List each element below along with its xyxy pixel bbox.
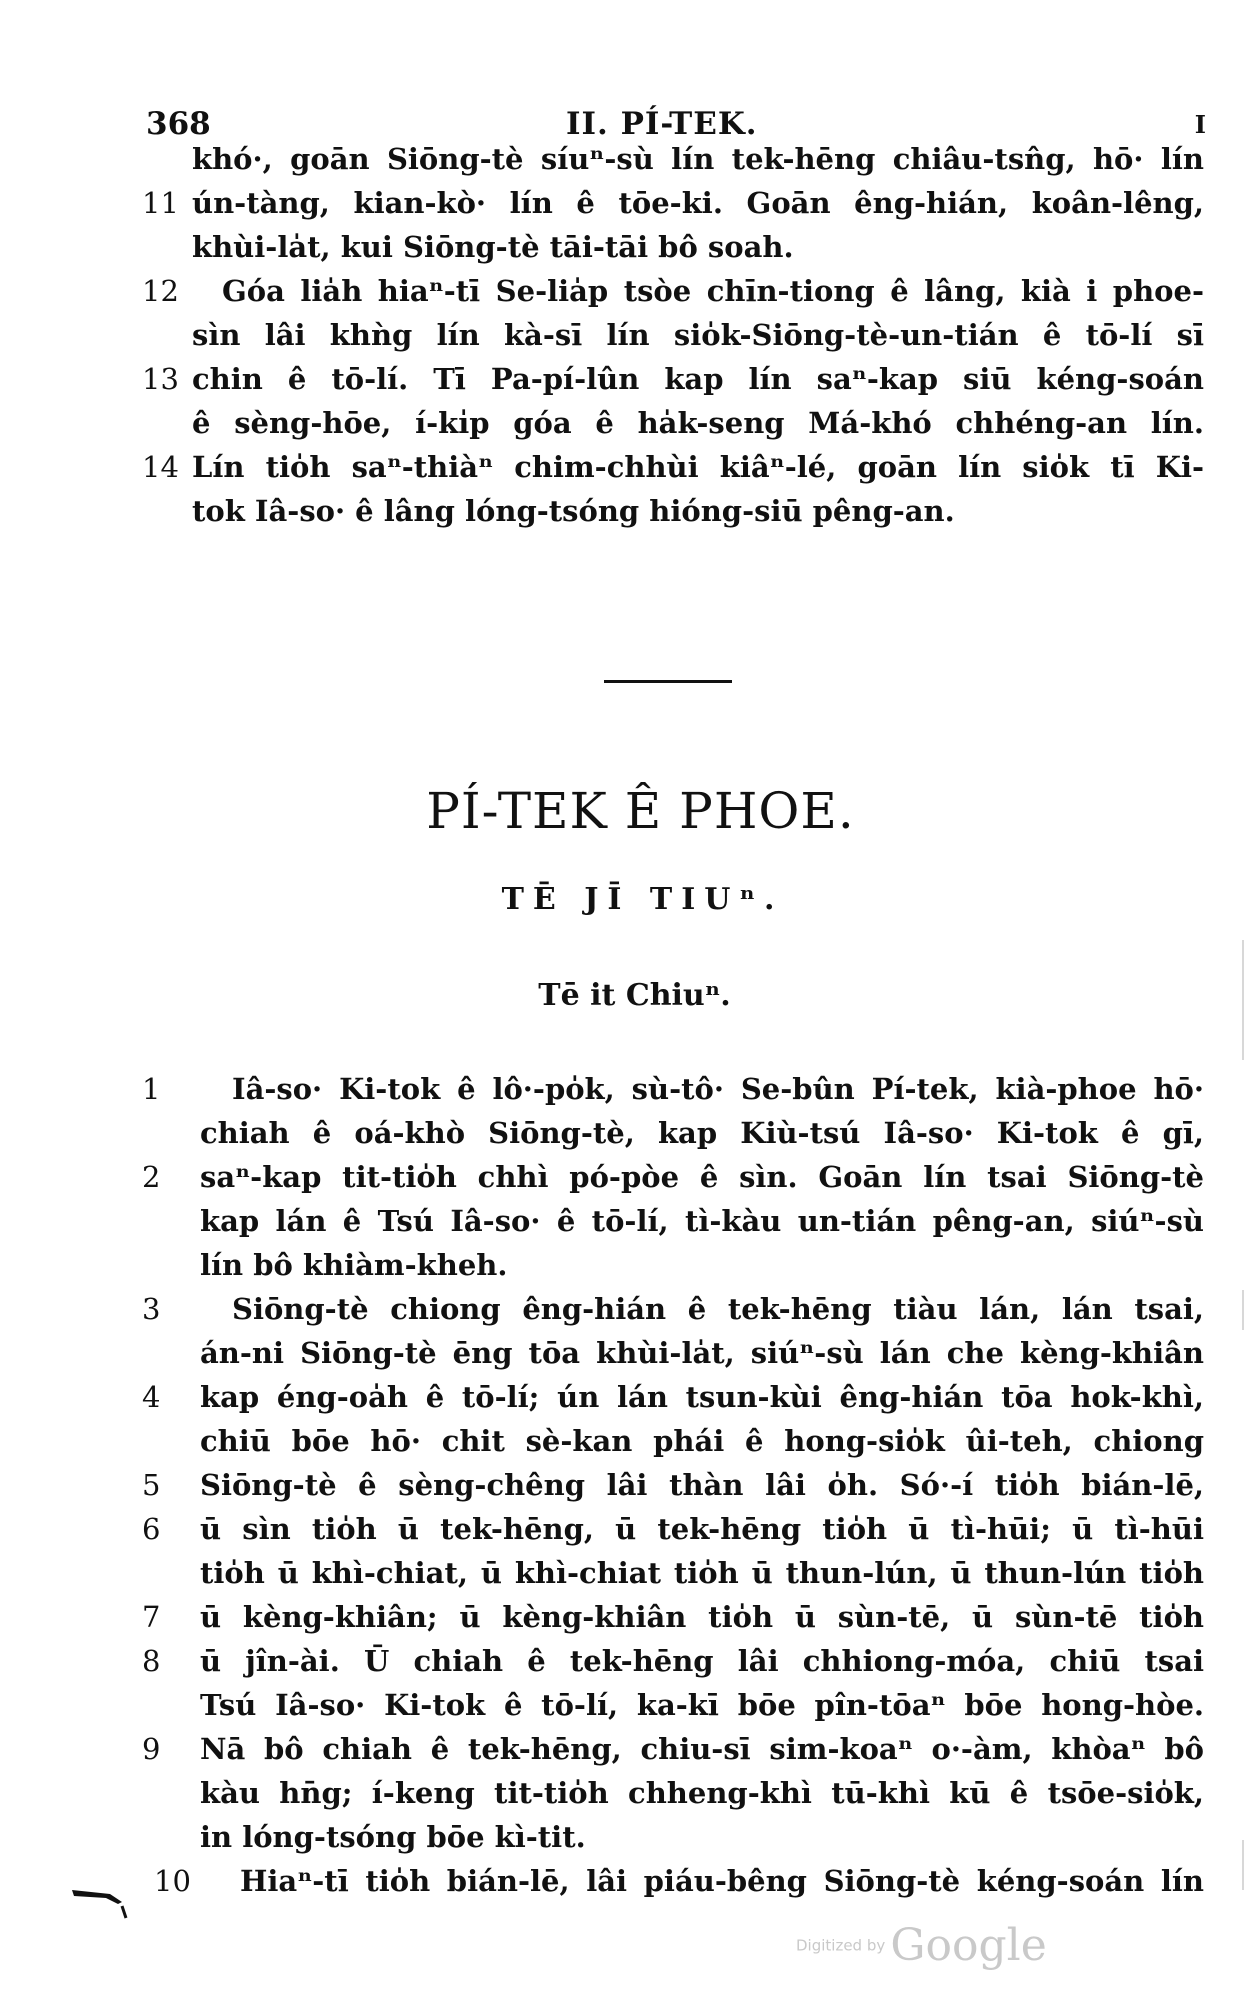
scan-artifact-mark [70,1884,136,1924]
text-line [0,268,1249,314]
line-text: tio̍h ū khì-chiat, ū khì-chiat tio̍h ū thun-lún, ū thun-lún tio̍h [200,1556,1204,1590]
text-line [0,356,1249,402]
verse-number: 2 [142,1160,161,1194]
line-text: kap lán ê Tsú Iâ-so· ê tō-lí, tì-kàu un-tián pêng-an, siúⁿ-sù [200,1204,1204,1238]
running-title: II. PÍ-TEK. [566,106,758,142]
line-text: chiah ê oá-khò Siōng-tè, kap Kiù-tsú Iâ-so· Ki-tok ê gī, [200,1116,1204,1150]
text-line [0,1506,1249,1552]
google-logo: Google [890,1920,1047,1971]
text-line [0,444,1249,490]
section-divider [604,680,732,683]
line-text: kap éng-oa̍h ê tō-lí; ún lán tsun-kùi êng-hián tōa hok-khì, [200,1380,1204,1414]
line-text: tok Iâ-so· ê lâng lóng-tsóng hióng-siū pêng-an. [192,494,955,528]
line-text: khó·, goān Siōng-tè síuⁿ-sù lín tek-hēng chiâu-tsn̂g, hō· lín [192,142,1204,176]
verse-number: 6 [142,1512,161,1546]
page-edge-shadow [1242,940,1244,1060]
line-text: saⁿ-kap tit-tio̍h chhì pó-pòe ê sìn. Goān lín tsai Siōng-tè [200,1160,1204,1194]
verse-number: 9 [142,1732,161,1766]
line-text: chiū bōe hō· chit sè-kan phái ê hong-sio̍k ûi-teh, chiong [200,1424,1204,1458]
text-line [0,1374,1249,1420]
section-heading: Tē it Chiuⁿ. [538,978,731,1013]
text-line [0,400,1249,446]
verse-number: 4 [142,1380,161,1414]
text-line [0,1770,1249,1816]
text-line [0,1550,1249,1596]
page-edge-shadow [1242,1840,1244,1890]
text-line [0,312,1249,358]
line-text: Hiaⁿ-tī tio̍h bián-lē, lâi piáu-bêng Siōng-tè kéng-soán lín [240,1864,1204,1898]
line-text: in lóng-tsóng bōe kì-tit. [200,1820,586,1854]
text-line [0,1462,1249,1508]
text-line [0,1154,1249,1200]
verse-number: 3 [142,1292,161,1326]
verse-number: 10 [154,1864,191,1898]
text-line [0,488,1249,534]
line-text: lín bô khiàm-kheh. [200,1248,508,1282]
text-line [0,180,1249,226]
watermark-prefix: Digitized by [796,1936,886,1955]
signature-mark: I [1194,110,1206,139]
line-text: kàu hn̄g; í-keng tit-tio̍h chheng-khì tū-khì kū ê tsōe-sio̍k, [200,1776,1204,1810]
line-text: sìn lâi khǹg lín kà-sī lín sio̍k-Siōng-tè-un-tián ê tō-lí sī [192,318,1204,352]
verse-number: 13 [142,362,179,396]
text-line [0,1286,1249,1332]
text-line [0,1110,1249,1156]
verse-number: 14 [142,450,179,484]
page-number: 368 [146,106,211,142]
text-line [0,1418,1249,1464]
verse-number: 5 [142,1468,161,1502]
text-line [0,224,1249,270]
line-text: khùi-la̍t, kui Siōng-tè tāi-tāi bô soah. [192,230,794,264]
text-line [0,1330,1249,1376]
verse-number: 7 [142,1600,161,1634]
line-text: ê sèng-hōe, í-ki̍p góa ê ha̍k-seng Má-khó chhéng-an lín. [192,406,1204,440]
text-line [0,1638,1249,1684]
chapter-heading: TĒ JĪ TIUⁿ. [501,882,784,917]
line-text: Lín tio̍h saⁿ-thiàⁿ chim-chhùi kiâⁿ-lé, goān lín sio̍k tī Ki- [192,450,1204,484]
line-text: Siōng-tè chiong êng-hián ê tek-hēng tiàu lán, lán tsai, [232,1292,1204,1326]
text-line [0,1594,1249,1640]
line-text: Iâ-so· Ki-tok ê lô·-po̍k, sù-tô· Se-bûn Pí-tek, kià-phoe hō· [232,1072,1204,1106]
text-line [0,1682,1249,1728]
book-title: PÍ-TEK Ê PHOE. [426,782,855,840]
text-line [0,1066,1249,1112]
line-text: Tsú Iâ-so· Ki-tok ê tō-lí, ka-kī bōe pîn-tōaⁿ bōe hong-hòe. [200,1688,1204,1722]
text-line [0,1198,1249,1244]
line-text: ū sìn tio̍h ū tek-hēng, ū tek-hēng tio̍h ū tì-hūi; ū tì-hūi [200,1512,1204,1546]
verse-number: 8 [142,1644,161,1678]
text-line [0,1858,1249,1904]
line-text: chin ê tō-lí. Tī Pa-pí-lûn kap lín saⁿ-kap siū kéng-soán [192,362,1204,396]
digitized-watermark [796,1920,1047,1980]
verse-number: 1 [142,1072,161,1106]
line-text: ún-tàng, kian-kò· lín ê tōe-ki. Goān êng-hián, koân-lêng, [192,186,1204,220]
text-line [0,1726,1249,1772]
page-edge-shadow [1242,1290,1244,1330]
line-text: ū kèng-khiân; ū kèng-khiân tio̍h ū sùn-tē, ū sùn-tē tio̍h [200,1600,1204,1634]
verse-number: 12 [142,274,179,308]
line-text: Siōng-tè ê sèng-chêng lâi thàn lâi o̍h. Só·-í tio̍h bián-lē, [200,1468,1204,1502]
line-text: Góa lia̍h hiaⁿ-tī Se-lia̍p tsòe chīn-tiong ê lâng, kià i phoe- [222,274,1204,308]
text-line [0,1242,1249,1288]
line-text: Nā bô chiah ê tek-hēng, chiu-sī sim-koaⁿ o·-àm, khòaⁿ bô [200,1732,1204,1766]
line-text: án-ni Siōng-tè ēng tōa khùi-la̍t, siúⁿ-sù lán che kèng-khiân [200,1336,1204,1370]
line-text: ū jîn-ài. Ū chiah ê tek-hēng lâi chhiong-móa, chiū tsai [200,1644,1204,1678]
text-line [0,1814,1249,1860]
text-line [0,136,1249,182]
verse-number: 11 [142,186,179,220]
